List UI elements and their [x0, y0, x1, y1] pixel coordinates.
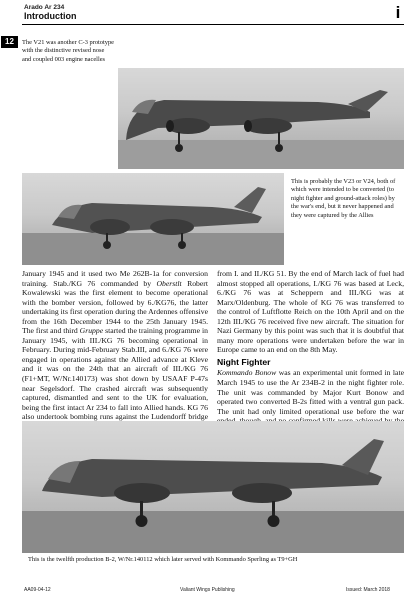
footer-issue-date: Issued: March 2018: [346, 587, 390, 593]
header-rule: [22, 24, 404, 25]
footer-code: AA09-04-12: [24, 587, 51, 593]
article-paragraph: January 1945 and it used two Me 262B-1a for conversion training. Stab./KG 76 commanded by Oberstlt Robert Kowalewski was the first element to become operational with the bomber version, followed by 6./KG76, the latter undertaking its first operation during the Ardennes offensive from the 16th December 1944 to the 25th January 1945. The first and third Gruppe started the training programme in January 1945, with III./KG 76 becoming operational in February. During mid-February Stab.III, and 6./KG 76 were engaged in operations against the Allied advance at Kleve and it was on the 24th that an aircraft of III./KG 76 (F1+MT, W/Nr.140173) was shot down by USAAF P-47s near Segelsdorf. The crashed aircraft was subsequently captured, dismantled and sent to the UK for evaluation, being the first intact Ar 234 to fall into Allied hands. KG 76 also undertook bombing runs against the Ludendorff bridge: [22, 269, 208, 422]
photo2-caption: This is probably the V23 or V24, both of which were intended to be converted (to night fighter and ground-attack roles) by the war's end, but it never happened and they were captured by the Allies: [291, 178, 396, 219]
footer-publisher: Valiant Wings Publishing: [180, 587, 235, 593]
page-number: 12: [1, 36, 18, 48]
aircraft-illustration-1: [118, 68, 404, 169]
photo3-caption: This is the twelfth production B-2, W/Nr.140112 which later served with Kommando Sperling as T9+GH: [28, 556, 298, 563]
photo-v21-aircraft: [118, 68, 404, 169]
article-paragraph: from I. and II./KG 51. By the end of March lack of fuel had almost stopped all operations, I./KG 76 was based at Leck, 6./KG 76 was at Scheppern and III./KG was at Marx/Oldenburg. The whole of KG 76 was transferred to the control of Luftflotte Reich on the 10th April and on the 12th III./KG 76 received five new aircraft. The situation for Nazi Germany by this point was such that it is doubtful that many more operations were undertaken before the war in Europe came to an end on the 8th May.: [217, 269, 404, 355]
section-subheading: Night Fighter: [217, 356, 271, 367]
photo1-caption: The V21 was another C-3 prototype with the distinctive revised nose and coupled 003 engine nacelles: [22, 39, 114, 63]
aircraft-illustration-2: [22, 173, 284, 265]
article-paragraph: Kommando Bonow was an experimental unit formed in late March 1945 to use the Ar 234B-2 in the night fighter role. The unit was commanded by Major Kurt Bonow and operated two converted B-2s fitted with a ventral gun pack. The unit had only limited operational use before the war: [217, 368, 404, 416]
article-column-2: [217, 269, 404, 435]
photo-v23-aircraft: [22, 173, 284, 265]
series-title: Arado Ar 234: [24, 4, 65, 11]
section-title: Introduction: [24, 11, 77, 21]
photo-b2-aircraft: [22, 421, 404, 553]
article-column-1: [22, 269, 208, 441]
info-icon: i: [395, 3, 401, 22]
aircraft-illustration-3: [22, 421, 404, 553]
